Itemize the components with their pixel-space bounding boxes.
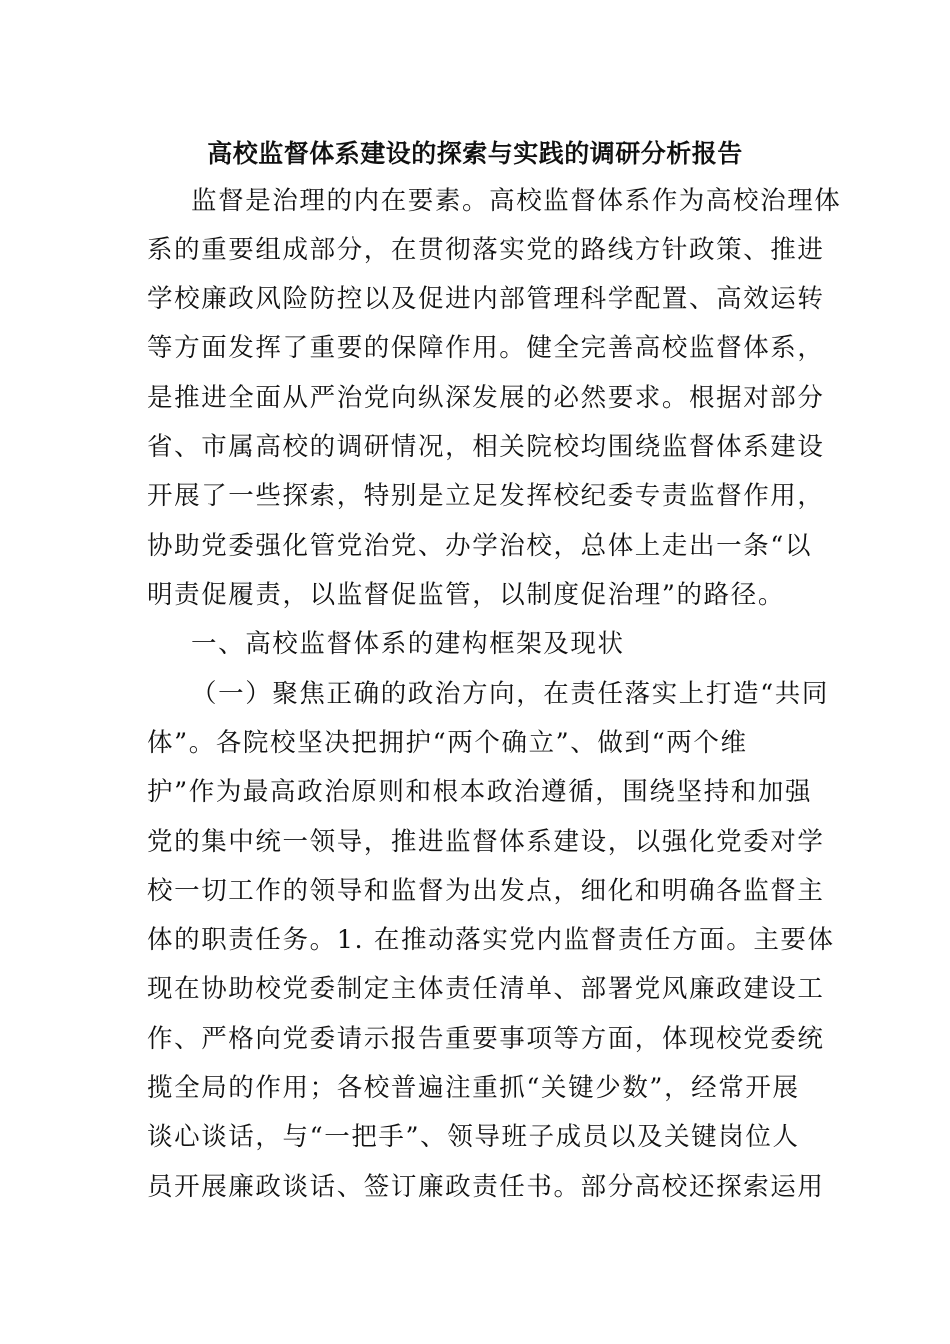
paragraph-line: 开展了一些探索，特别是立足发挥校纪委专责监督作用，: [147, 481, 825, 511]
paragraph-line: 校一切工作的领导和监督为出发点，细化和明确各监督主: [147, 876, 825, 906]
paragraph-line: 等方面发挥了重要的保障作用。健全完善高校监督体系，: [147, 333, 825, 363]
paragraph-line: 是推进全面从严治党向纵深发展的必然要求。根据对部分: [147, 383, 825, 413]
paragraph-line: 体”。各院校坚决把拥护“两个确立”、做到“两个维: [147, 728, 748, 758]
section-heading: 一、高校监督体系的建构框架及现状: [191, 629, 625, 659]
paragraph-line: 现在协助校党委制定主体责任清单、部署党风廉政建设工: [147, 974, 825, 1004]
paragraph-line: 作、严格向党委请示报告重要事项等方面，体现校党委统: [147, 1024, 825, 1054]
paragraph-line: 护”作为最高政治原则和根本政治遵循，围绕坚持和加强: [147, 777, 813, 807]
paragraph-line: 监督是治理的内在要素。高校监督体系作为高校治理体: [191, 186, 842, 216]
paragraph-line: （一）聚焦正确的政治方向，在责任落实上打造“共同: [191, 679, 829, 709]
paragraph-line: 谈心谈话，与“一把手”、领导班子成员以及关键岗位人: [147, 1122, 800, 1152]
paragraph-line: 党的集中统一领导，推进监督体系建设，以强化党委对学: [147, 827, 825, 857]
paragraph-line: 体的职责任务。1. 在推动落实党内监督责任方面。主要体: [147, 925, 835, 955]
document-title: 高校监督体系建设的探索与实践的调研分析报告: [207, 139, 743, 168]
paragraph-line: 明责促履责，以监督促监管，以制度促治理”的路径。: [147, 580, 785, 610]
paragraph-line: 员开展廉政谈话、签订廉政责任书。部分高校还探索运用: [147, 1172, 825, 1202]
paragraph-line: 协助党委强化管党治党、办学治校，总体上走出一条“以: [147, 531, 813, 561]
paragraph-line: 学校廉政风险防控以及促进内部管理科学配置、高效运转: [147, 284, 825, 314]
paragraph-line: 揽全局的作用；各校普遍注重抓“关键少数”，经常开展: [147, 1073, 800, 1103]
paragraph-line: 系的重要组成部分，在贯彻落实党的路线方针政策、推进: [147, 235, 825, 265]
paragraph-line: 省、市属高校的调研情况，相关院校均围绕监督体系建设: [147, 432, 825, 462]
